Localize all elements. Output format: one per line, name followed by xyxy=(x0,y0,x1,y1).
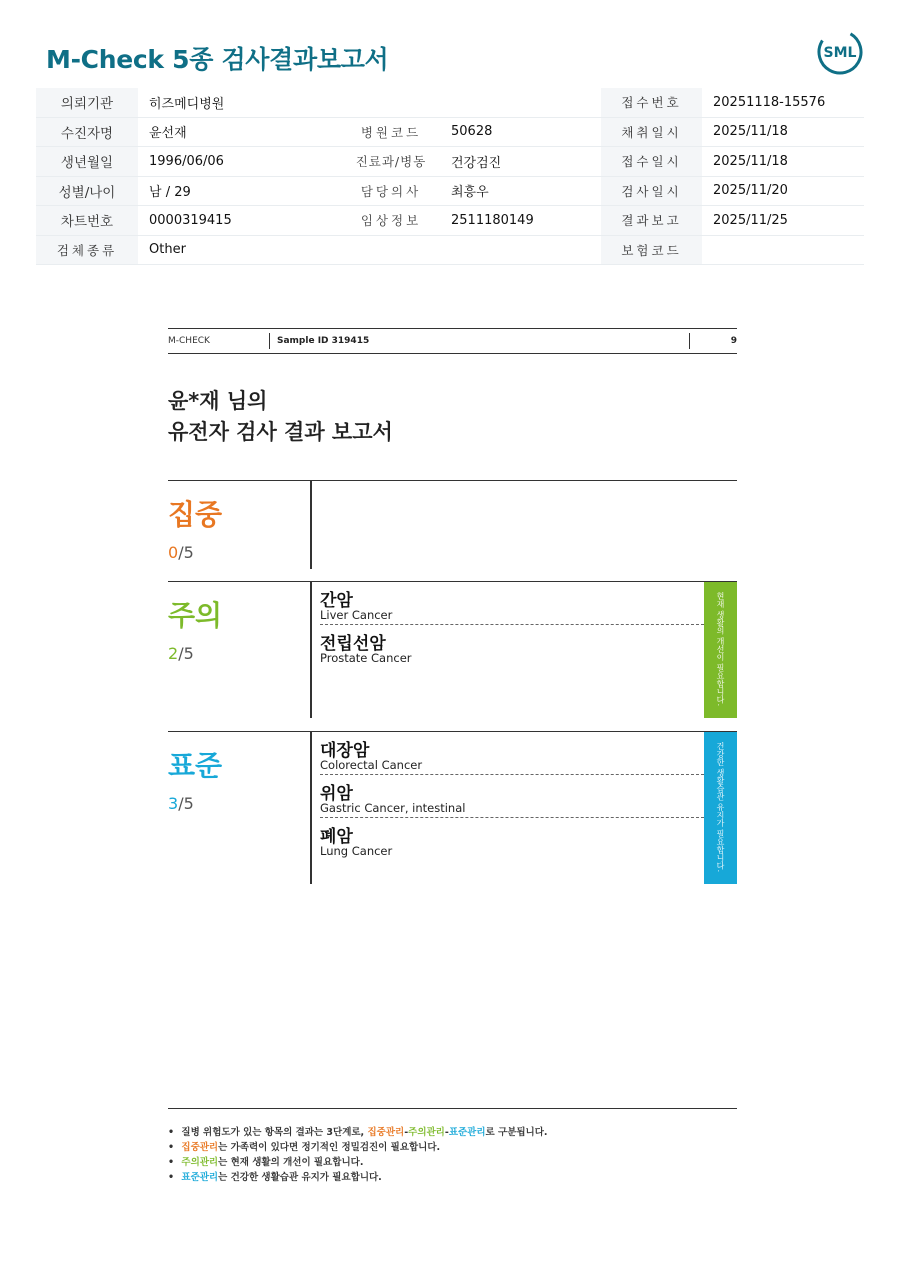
divider xyxy=(269,333,270,349)
info-value: 1996/06/06 xyxy=(138,147,342,177)
info-value: 윤선재 xyxy=(138,117,342,147)
count-value: 0 xyxy=(168,543,179,562)
svg-text:SML: SML xyxy=(823,45,857,61)
section-count xyxy=(168,644,194,663)
section-count xyxy=(168,794,194,813)
note-text: 는 현재 생활의 개선이 필요합니다. xyxy=(218,1157,364,1168)
section-standard xyxy=(168,731,737,884)
section-count xyxy=(168,543,194,562)
note-text: 로 구분됩니다. xyxy=(485,1127,548,1138)
info-label: 수진자명 xyxy=(36,117,138,147)
note-keyword-focus: 집중관리 xyxy=(181,1142,219,1153)
section-name: 표준 xyxy=(168,749,223,782)
section-name: 집중 xyxy=(168,498,223,531)
item-name-en: Lung Cancer xyxy=(320,844,393,858)
info-value: 남 / 29 xyxy=(138,176,342,206)
note-keyword-caution: 주의관리 xyxy=(181,1157,219,1168)
note-keyword-focus: 집중관리 xyxy=(367,1127,405,1138)
section-name: 주의 xyxy=(168,599,223,632)
info-value xyxy=(702,235,864,265)
info-value: 2025/11/18 xyxy=(702,147,864,177)
info-label: 임상정보 xyxy=(342,206,440,236)
note-text: 질병 위험도가 있는 항목의 결과는 3단계로, xyxy=(181,1127,368,1138)
table-row xyxy=(36,206,864,236)
info-label: 접수번호 xyxy=(601,88,702,117)
patient-info-table xyxy=(36,88,864,265)
section-side-banner xyxy=(704,732,737,884)
info-value: Other xyxy=(138,235,601,265)
item-name-ko: 전립선암 xyxy=(320,634,386,654)
count-total: /5 xyxy=(178,644,194,663)
page-number: 9 xyxy=(730,336,737,346)
section-side-banner xyxy=(704,582,737,718)
item-name-ko: 위암 xyxy=(320,784,353,804)
info-label: 의뢰기관 xyxy=(36,88,138,117)
note-keyword-standard: 표준관리 xyxy=(181,1172,219,1183)
sml-logo-icon xyxy=(816,28,864,76)
note-item xyxy=(168,1170,548,1185)
item-name-ko: 대장암 xyxy=(320,741,370,761)
section-focus xyxy=(168,480,737,569)
info-value: 최흥우 xyxy=(440,176,601,206)
item-name-ko: 간암 xyxy=(320,591,353,611)
side-banner-text: 건강한 생활습관 유지가 필요합니다. xyxy=(716,742,725,873)
info-label: 생년월일 xyxy=(36,147,138,177)
document-title: M-Check 5종 검사결과보고서 xyxy=(46,45,389,74)
count-total: /5 xyxy=(178,794,194,813)
info-value: 2025/11/20 xyxy=(702,176,864,206)
list-item xyxy=(320,625,704,667)
footer-divider xyxy=(168,1108,737,1109)
list-item xyxy=(320,775,704,818)
item-name-en: Colorectal Cancer xyxy=(320,758,423,772)
note-text: - xyxy=(444,1127,449,1138)
sample-id: Sample ID 319415 xyxy=(277,336,370,346)
info-label: 차트번호 xyxy=(36,206,138,236)
list-item xyxy=(320,818,704,860)
info-label: 성별/나이 xyxy=(36,176,138,206)
count-value: 3 xyxy=(168,794,179,813)
divider xyxy=(310,732,312,884)
info-value: 건강검진 xyxy=(440,147,601,177)
list-item xyxy=(320,582,704,625)
info-label: 진료과/병동 xyxy=(342,147,440,177)
count-value: 2 xyxy=(168,644,179,663)
note-keyword-caution: 주의관리 xyxy=(408,1127,445,1138)
table-row xyxy=(36,147,864,177)
count-total: /5 xyxy=(178,543,194,562)
note-item xyxy=(168,1155,548,1170)
item-name-en: Prostate Cancer xyxy=(320,651,412,665)
note-item xyxy=(168,1140,548,1155)
note-text: 는 가족력이 있다면 정기적인 정밀검진이 필요합니다. xyxy=(218,1142,441,1153)
side-banner-text: 현재 생활의 개선이 필요합니다. xyxy=(716,592,725,707)
table-row xyxy=(36,117,864,147)
note-text: 는 건강한 생활습관 유지가 필요합니다. xyxy=(218,1172,382,1183)
report-header-bar xyxy=(168,328,737,354)
info-value: 0000319415 xyxy=(138,206,342,236)
section-caution xyxy=(168,581,737,718)
item-name-ko: 폐암 xyxy=(320,827,353,847)
info-value: 히즈메디병원 xyxy=(138,88,601,117)
footer-notes xyxy=(168,1125,548,1185)
item-name-en: Liver Cancer xyxy=(320,608,393,622)
info-label: 검체종류 xyxy=(36,235,138,265)
table-row xyxy=(36,235,864,265)
item-list xyxy=(320,732,704,860)
divider xyxy=(689,333,690,349)
info-label: 보험코드 xyxy=(601,235,702,265)
item-name-en: Gastric Cancer, intestinal xyxy=(320,801,466,815)
info-value: 2025/11/25 xyxy=(702,206,864,236)
note-keyword-standard: 표준관리 xyxy=(448,1127,486,1138)
table-row xyxy=(36,88,864,117)
note-item xyxy=(168,1125,548,1140)
info-label: 접수일시 xyxy=(601,147,702,177)
info-label: 검사일시 xyxy=(601,176,702,206)
info-value: 2025/11/18 xyxy=(702,117,864,147)
table-row xyxy=(36,176,864,206)
info-value: 2511180149 xyxy=(440,206,601,236)
info-label: 채취일시 xyxy=(601,117,702,147)
item-list xyxy=(320,582,704,667)
note-text: - xyxy=(404,1127,409,1138)
greeting-line-2: 유전자 검사 결과 보고서 xyxy=(168,420,393,444)
report-greeting xyxy=(168,386,393,448)
report-brand: M-CHECK xyxy=(168,336,210,346)
list-item xyxy=(320,732,704,775)
info-value: 20251118-15576 xyxy=(702,88,864,117)
info-value: 50628 xyxy=(440,117,601,147)
greeting-line-1: 윤*재 님의 xyxy=(168,389,268,413)
info-label: 병원코드 xyxy=(342,117,440,147)
divider xyxy=(310,582,312,718)
divider xyxy=(310,481,312,569)
info-label: 담당의사 xyxy=(342,176,440,206)
info-label: 결과보고 xyxy=(601,206,702,236)
